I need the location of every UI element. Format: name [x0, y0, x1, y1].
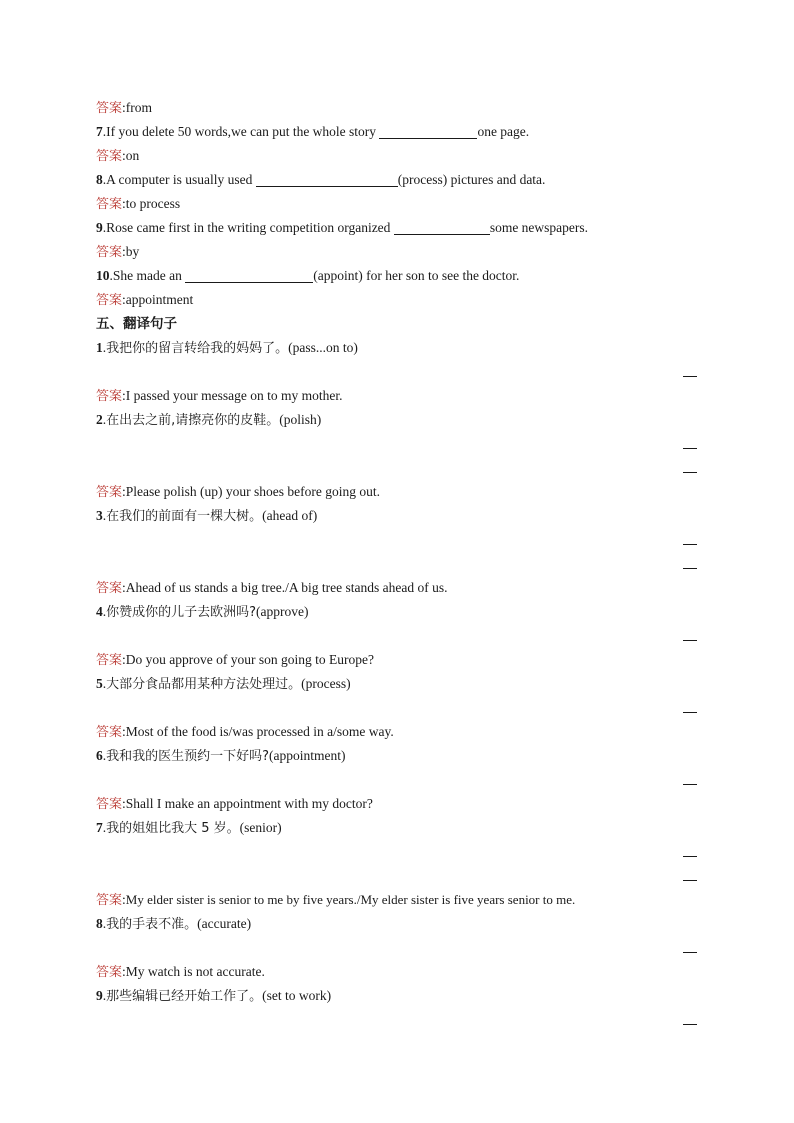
writing-line-mark — [683, 568, 697, 569]
question-text-before: She made an — [112, 268, 186, 283]
translate-question-6: 6.我和我的医生预约一下好吗?(appointment) — [96, 748, 346, 764]
question-text-before: A computer is usually used — [106, 172, 256, 187]
question-number: 6 — [96, 748, 103, 763]
answer-line: 答案:to process — [96, 196, 181, 212]
hint-text: (polish) — [279, 412, 322, 427]
question-text-after: one page. — [477, 124, 530, 139]
question-number: 4 — [96, 604, 103, 619]
answer-label: 答案 — [96, 293, 123, 308]
question-number: 7 — [96, 820, 103, 835]
question-number: 1 — [96, 340, 103, 355]
writing-line-mark — [683, 1024, 697, 1025]
answer-blank — [185, 267, 313, 283]
answer-label: 答案 — [96, 197, 123, 212]
fill-question-8: 8.A computer is usually used (process) pictures and data. — [96, 172, 546, 187]
answer-line: 答案:Do you approve of your son going to Europe? — [96, 652, 374, 668]
answer-line: 答案:from — [96, 100, 153, 116]
answer-writing-line — [96, 936, 700, 960]
hint-text: (ahead of) — [262, 508, 318, 523]
answer-text: Please polish (up) your shoes before going out. — [125, 484, 380, 499]
answer-text: Most of the food is/was processed in a/some way. — [125, 724, 394, 739]
chinese-sentence: 在出去之前,请擦亮你的皮鞋。 — [106, 413, 280, 428]
answer-text: Shall I make an appointment with my doctor? — [125, 796, 373, 811]
question-text-after: some newspapers. — [489, 220, 589, 235]
chinese-sentence: 我的姐姐比我大 5 岁。 — [106, 821, 240, 836]
translate-question-8: 8.我的手表不准。(accurate) — [96, 916, 252, 932]
answer-label: 答案 — [96, 389, 123, 404]
answer-label: 答案 — [96, 893, 123, 908]
hint-text: (pass...on to) — [288, 340, 358, 355]
question-number: 8 — [96, 916, 103, 931]
translate-question-7: 7.我的姐姐比我大 5 岁。(senior) — [96, 820, 282, 836]
fill-question-10: 10.She made an (appoint) for her son to see the doctor. — [96, 268, 520, 283]
question-text-after: (process) pictures and data. — [397, 172, 546, 187]
writing-line-mark — [683, 640, 697, 641]
hint-text: (accurate) — [197, 916, 252, 931]
hint-text: (process) — [301, 676, 351, 691]
answer-writing-line — [96, 696, 700, 720]
chinese-sentence: 我的手表不准。 — [106, 917, 198, 932]
hint-text: (appointment) — [269, 748, 346, 763]
answer-label: 答案 — [96, 965, 123, 980]
answer-label: 答案 — [96, 485, 123, 500]
writing-line-mark — [683, 448, 697, 449]
question-text-after: (appoint) for her son to see the doctor. — [313, 268, 520, 283]
answer-writing-line — [96, 360, 700, 384]
answer-blank — [394, 219, 490, 235]
answer-writing-line — [96, 864, 700, 888]
translate-question-4: 4.你赞成你的儿子去欧洲吗?(approve) — [96, 604, 309, 620]
answer-label: 答案 — [96, 581, 123, 596]
chinese-sentence: 我和我的医生预约一下好吗? — [106, 749, 270, 764]
writing-line-mark — [683, 856, 697, 857]
answer-writing-line — [96, 456, 700, 480]
answer-text: I passed your message on to my mother. — [125, 388, 343, 403]
answer-label: 答案 — [96, 245, 123, 260]
translate-question-2: 2.在出去之前,请擦亮你的皮鞋。(polish) — [96, 412, 322, 428]
fill-question-7: 7.If you delete 50 words,we can put the whole story one page. — [96, 124, 530, 139]
answer-line: 答案:by — [96, 244, 140, 260]
fill-question-9: 9.Rose came first in the writing competition organized some newspapers. — [96, 220, 589, 235]
answer-writing-line — [96, 432, 700, 456]
answer-text: from — [125, 100, 153, 115]
question-text-before: If you delete 50 words,we can put the whole story — [106, 124, 380, 139]
document-content — [96, 96, 700, 1032]
answer-blank — [379, 123, 477, 139]
answer-label: 答案 — [96, 653, 123, 668]
answer-text: Ahead of us stands a big tree./A big tree stands ahead of us. — [125, 580, 448, 595]
question-number: 9 — [96, 988, 103, 1003]
answer-line: 答案:Please polish (up) your shoes before going out. — [96, 484, 380, 500]
answer-line: 答案:on — [96, 148, 140, 164]
writing-line-mark — [683, 544, 697, 545]
translate-question-1: 1.我把你的留言转给我的妈妈了。(pass...on to) — [96, 340, 358, 356]
writing-line-mark — [683, 784, 697, 785]
answer-writing-line — [96, 768, 700, 792]
question-number: 9 — [96, 220, 103, 235]
answer-text: appointment — [125, 292, 194, 307]
answer-line: 答案:I passed your message on to my mother. — [96, 388, 343, 404]
translate-question-3: 3.在我们的前面有一棵大树。(ahead of) — [96, 508, 318, 524]
question-number: 7 — [96, 124, 103, 139]
writing-line-mark — [683, 472, 697, 473]
hint-text: (approve) — [256, 604, 309, 619]
answer-writing-line — [96, 528, 700, 552]
answer-line: 答案:Ahead of us stands a big tree./A big tree stands ahead of us. — [96, 580, 448, 596]
hint-text: (set to work) — [262, 988, 332, 1003]
answer-text: to process — [125, 196, 181, 211]
question-number: 8 — [96, 172, 103, 187]
answer-text: My watch is not accurate. — [125, 964, 265, 979]
writing-line-mark — [683, 376, 697, 377]
answer-label: 答案 — [96, 149, 123, 164]
writing-line-mark — [683, 952, 697, 953]
question-number: 2 — [96, 412, 103, 427]
answer-line: 答案:My watch is not accurate. — [96, 964, 265, 980]
answer-writing-line — [96, 1008, 700, 1032]
answer-text: by — [125, 244, 140, 259]
chinese-sentence: 你赞成你的儿子去欧洲吗? — [106, 605, 257, 620]
answer-writing-line — [96, 552, 700, 576]
answer-text: My elder sister is senior to me by five years./My elder sister is five years senior to me. — [125, 892, 576, 907]
answer-line: 答案:Shall I make an appointment with my doctor? — [96, 796, 373, 812]
question-number: 5 — [96, 676, 103, 691]
chinese-sentence: 在我们的前面有一棵大树。 — [106, 509, 263, 524]
answer-line: 答案:appointment — [96, 292, 194, 308]
translate-question-5: 5.大部分食品都用某种方法处理过。(process) — [96, 676, 351, 692]
answer-writing-line — [96, 624, 700, 648]
answer-text: Do you approve of your son going to Europe? — [125, 652, 374, 667]
answer-label: 答案 — [96, 725, 123, 740]
writing-line-mark — [683, 712, 697, 713]
answer-blank — [256, 171, 398, 187]
translate-question-9: 9.那些编辑已经开始工作了。(set to work) — [96, 988, 332, 1004]
chinese-sentence: 大部分食品都用某种方法处理过。 — [106, 677, 302, 692]
writing-line-mark — [683, 880, 697, 881]
question-number: 3 — [96, 508, 103, 523]
question-number: 10 — [96, 268, 110, 283]
chinese-sentence: 那些编辑已经开始工作了。 — [106, 989, 263, 1004]
chinese-sentence: 我把你的留言转给我的妈妈了。 — [106, 341, 289, 356]
answer-writing-line — [96, 840, 700, 864]
question-text-before: Rose came first in the writing competition organized — [106, 220, 394, 235]
section-title: 五、翻译句子 — [96, 316, 177, 332]
hint-text: (senior) — [239, 820, 282, 835]
answer-label: 答案 — [96, 101, 123, 116]
answer-line: 答案:Most of the food is/was processed in a/some way. — [96, 724, 394, 740]
answer-text: on — [125, 148, 140, 163]
answer-line: 答案:My elder sister is senior to me by five years./My elder sister is five years senior to me. — [96, 892, 576, 908]
answer-label: 答案 — [96, 797, 123, 812]
